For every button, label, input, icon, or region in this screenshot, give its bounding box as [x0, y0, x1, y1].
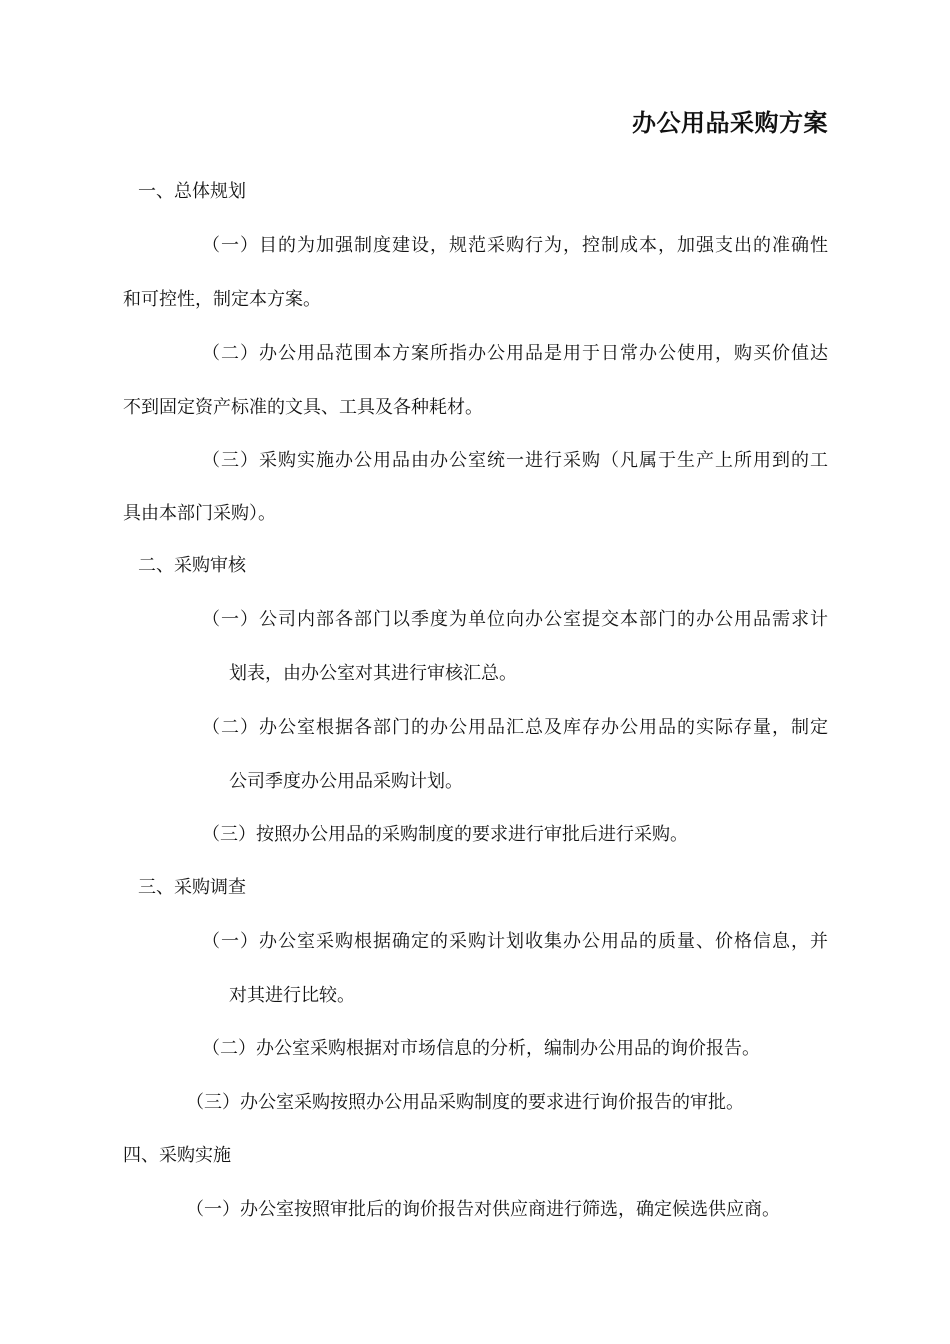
paragraph-line: （二）办公室采购根据对市场信息的分析，编制办公用品的询价报告。: [202, 1038, 760, 1059]
paragraph-line: 划表，由办公室对其进行审核汇总。: [229, 663, 517, 684]
section-heading-1: 一、总体规划: [138, 181, 246, 202]
paragraph-line: （一）办公室采购根据确定的采购计划收集办公用品的质量、价格信息，并: [202, 931, 828, 952]
paragraph-line: （二）办公室根据各部门的办公用品汇总及库存办公用品的实际存量，制定: [202, 717, 828, 738]
paragraph-line: 公司季度办公用品采购计划。: [229, 771, 463, 792]
paragraph-line: （一）办公室按照审批后的询价报告对供应商进行筛选，确定候选供应商。: [186, 1199, 780, 1220]
paragraph-line: （一）公司内部各部门以季度为单位向办公室提交本部门的办公用品需求计: [202, 609, 828, 630]
section-heading-3: 三、采购调查: [138, 877, 246, 898]
paragraph-line: （三）按照办公用品的采购制度的要求进行审批后进行采购。: [202, 824, 688, 845]
document-title: 办公用品采购方案: [632, 109, 828, 137]
section-heading-4: 四、采购实施: [123, 1145, 231, 1166]
paragraph-line: （二）办公用品范围本方案所指办公用品是用于日常办公使用，购买价值达: [202, 343, 828, 364]
section-heading-2: 二、采购审核: [138, 555, 246, 576]
paragraph-line: 具由本部门采购）。: [123, 503, 276, 524]
paragraph-line: （三）办公室采购按照办公用品采购制度的要求进行询价报告的审批。: [186, 1092, 744, 1113]
paragraph-line: （一）目的为加强制度建设，规范采购行为，控制成本，加强支出的准确性: [202, 235, 828, 256]
paragraph-line: 不到固定资产标准的文具、工具及各种耗材。: [123, 397, 483, 418]
paragraph-line: （三）采购实施办公用品由办公室统一进行采购（凡属于生产上所用到的工: [202, 450, 828, 471]
paragraph-line: 对其进行比较。: [229, 985, 355, 1006]
paragraph-line: 和可控性，制定本方案。: [123, 289, 321, 310]
